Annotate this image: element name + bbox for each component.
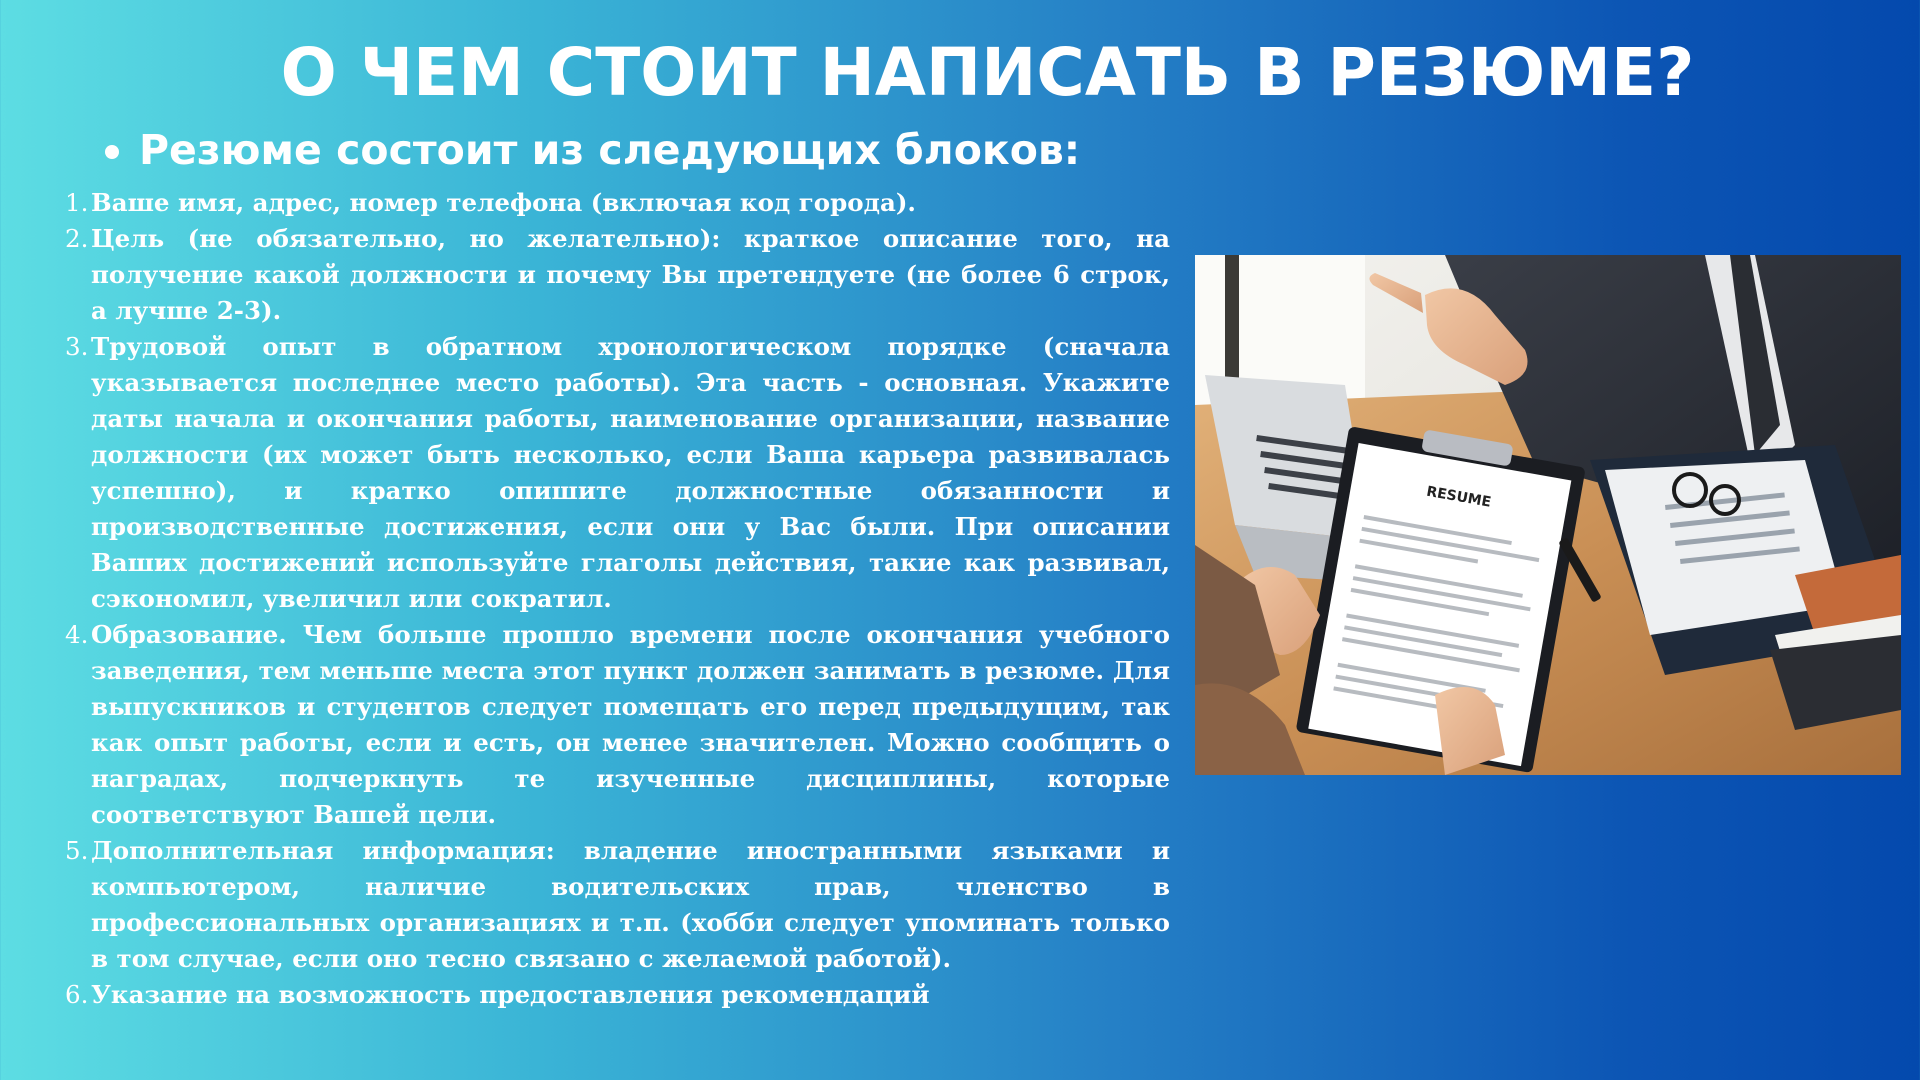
list-item	[65, 185, 1170, 221]
list-item-number: 2.	[65, 224, 89, 253]
list-item-text: Ваше имя, адрес, номер телефона (включая код города).	[91, 188, 916, 217]
list-item-text: Дополнительная информация: владение иностранными языками и компьютером, наличие водительских прав, членство в профессиональных организациях и т.п. (хобби следует упоминать только в том случае, если оно тесно связано с желаемой работой).	[91, 836, 1170, 973]
list-item-text: Цель (не обязательно, но желательно): краткое описание того, на получение какой должности и почему Вы претендуете (не более 6 строк, а лучше 2-3).	[91, 224, 1170, 325]
subtitle: Резюме состоит из следующих блоков:	[139, 126, 1081, 174]
bullet-dot-icon	[105, 145, 119, 159]
list-item-text: Трудовой опыт в обратном хронологическом порядке (сначала указывается последнее место работы). Эта часть - основная. Укажите даты начала и окончания работы, наименование организации, название должности (их может быть несколько, если Ваша карьера развивалась успешно), и кратко опишите должностные обязанности и производственные достижения, если они у Вас были. При описании Ваших достижений используйте глаголы действия, такие как развивал, сэкономил, увеличил или сократил.	[91, 332, 1170, 613]
list-item-number: 3.	[65, 332, 89, 361]
interview-photo	[1195, 255, 1901, 775]
resume-blocks-list	[65, 185, 1170, 1013]
list-item	[65, 977, 1170, 1013]
list-item	[65, 833, 1170, 977]
list-item-number: 6.	[65, 980, 89, 1009]
list-item-text: Образование. Чем больше прошло времени после окончания учебного заведения, тем меньше места этот пункт должен занимать в резюме. Для выпускников и студентов следует помещать его перед предыдущим, так как опыт работы, если и есть, он менее значителен. Можно сообщить о наградах, подчеркнуть те изученные дисциплины, которые соответствуют Вашей цели.	[91, 620, 1170, 829]
list-item	[65, 617, 1170, 833]
subtitle-bullet	[105, 120, 1080, 180]
list-item-number: 1.	[65, 188, 89, 217]
interview-photo-illustration	[1195, 255, 1901, 775]
slide-title: О ЧЕМ СТОИТ НАПИСАТЬ В РЕЗЮМЕ?	[280, 34, 1695, 111]
list-item	[65, 329, 1170, 617]
list-item	[65, 221, 1170, 329]
list-item-number: 5.	[65, 836, 89, 865]
photo-document-label: RESUME	[1425, 483, 1493, 511]
list-item-number: 4.	[65, 620, 89, 649]
list-item-text: Указание на возможность предоставления рекомендаций	[91, 980, 930, 1009]
